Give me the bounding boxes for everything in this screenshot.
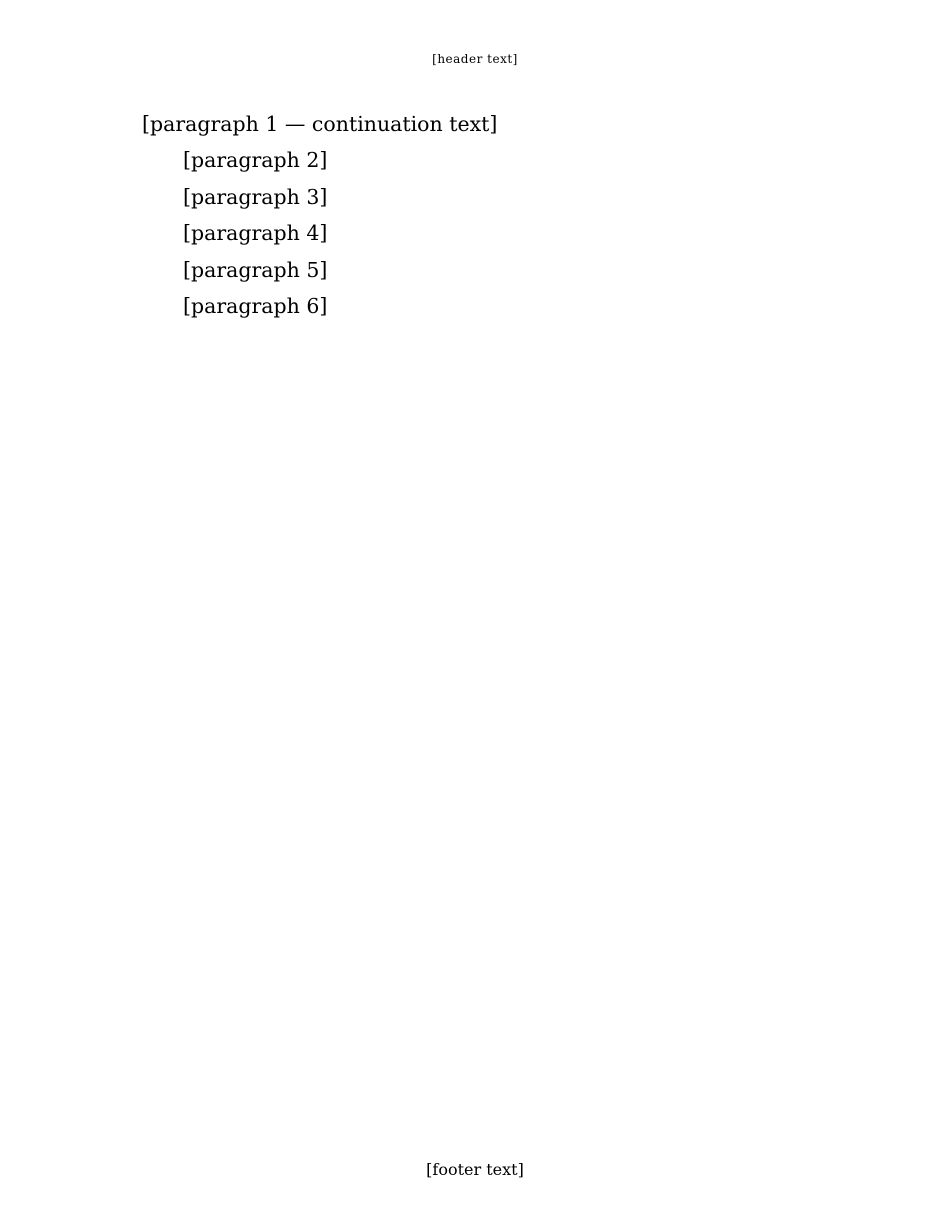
paragraph-2: [paragraph 2] — [183, 148, 328, 173]
paragraph-5: [paragraph 5] — [183, 257, 328, 282]
page-footer: [footer text] — [426, 1160, 524, 1179]
paragraph-4: [paragraph 4] — [183, 221, 328, 246]
paragraph-6: [paragraph 6] — [183, 294, 328, 319]
document-body — [142, 106, 798, 324]
paragraph-1: [paragraph 1 — continuation text] — [142, 112, 498, 136]
paragraph-3: [paragraph 3] — [183, 184, 328, 209]
page-header: [header text] — [432, 52, 518, 66]
